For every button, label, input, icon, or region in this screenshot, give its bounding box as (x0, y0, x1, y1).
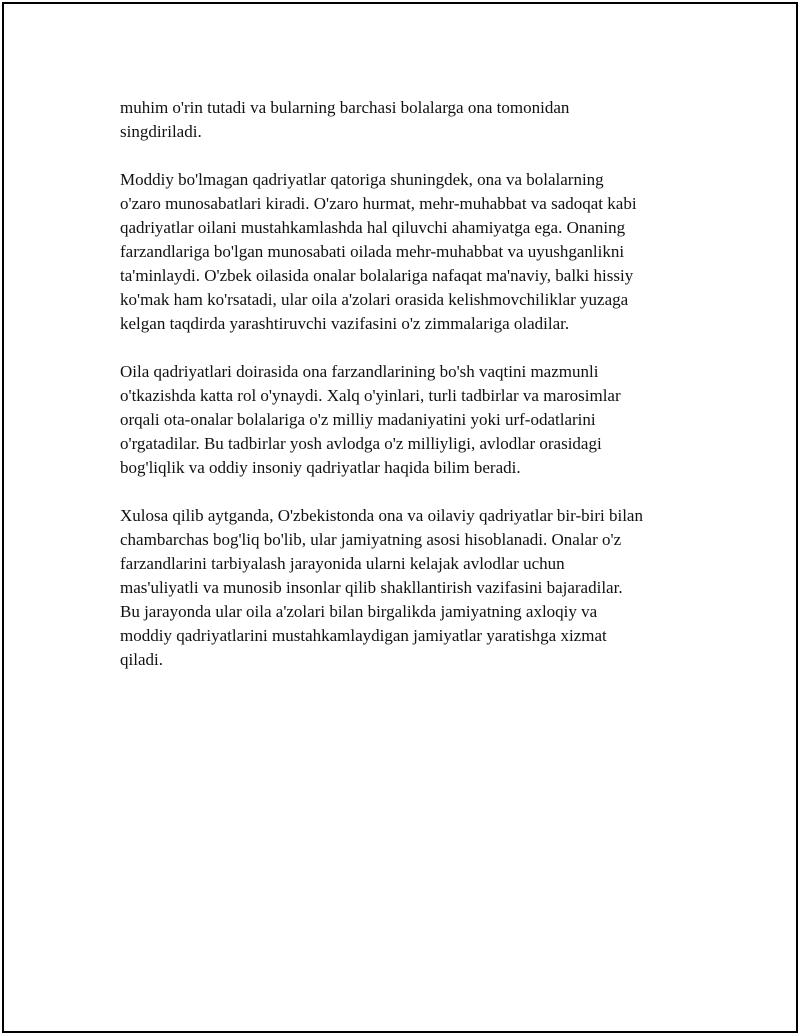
document-body (120, 96, 710, 696)
paragraph-mother-child-relations: Moddiy bo'lmagan qadriyatlar qatoriga shuningdek, ona va bolalarning o'zaro munosabatlari kiradi. O'zaro hurmat, mehr-muhabbat va sadoqat kabi qadriyatlar oilani mustahkamlashda hal qiluvchi ahamiyatga ega. Onaning farzandlariga bo'lgan munosabati oilada mehr-muhabbat va uyushganlikni ta'minlaydi. O'zbek oilasida onalar bolalariga nafaqat ma'naviy, balki hissiy ko'mak ham ko'rsatadi, ular oila a'zolari orasida kelishmovchiliklar yuzaga kelgan taqdirda yarashtiruvchi vazifasini o'z zimmalariga oladilar. (120, 170, 637, 333)
paragraph-conclusion: Xulosa qilib aytganda, O'zbekistonda ona va oilaviy qadriyatlar bir-biri bilan chambarchas bog'liq bo'lib, ular jamiyatning asosi hisoblanadi. Onalar o'z farzandlarini tarbiyalash jarayonida ularni kelajak avlodlar uchun mas'uliyatli va munosib insonlar qilib shakllantirish vazifasini bajaradilar. Bu jarayonda ular oila a'zolari bilan birgalikda jamiyatning axloqiy va moddiy qadriyatlarini mustahkamlaydigan jamiyatlar yaratishga xizmat qiladi. (120, 506, 643, 669)
paragraph-continuation: muhim o'rin tutadi va bularning barchasi bolalarga ona tomonidan singdiriladi. (120, 98, 570, 141)
paragraph-family-leisure: Oila qadriyatlari doirasida ona farzandlarining bo'sh vaqtini mazmunli o'tkazishda katta rol o'ynaydi. Xalq o'yinlari, turli tadbirlar va marosimlar orqali ota-onalar bolalariga o'z milliy madaniyatini yoki urf-odatlarini o'rgatadilar. Bu tadbirlar yosh avlodga o'z milliyligi, avlodlar orasidagi bog'liqlik va oddiy insoniy qadriyatlar haqida bilim beradi. (120, 362, 621, 477)
document-page (2, 2, 798, 1033)
